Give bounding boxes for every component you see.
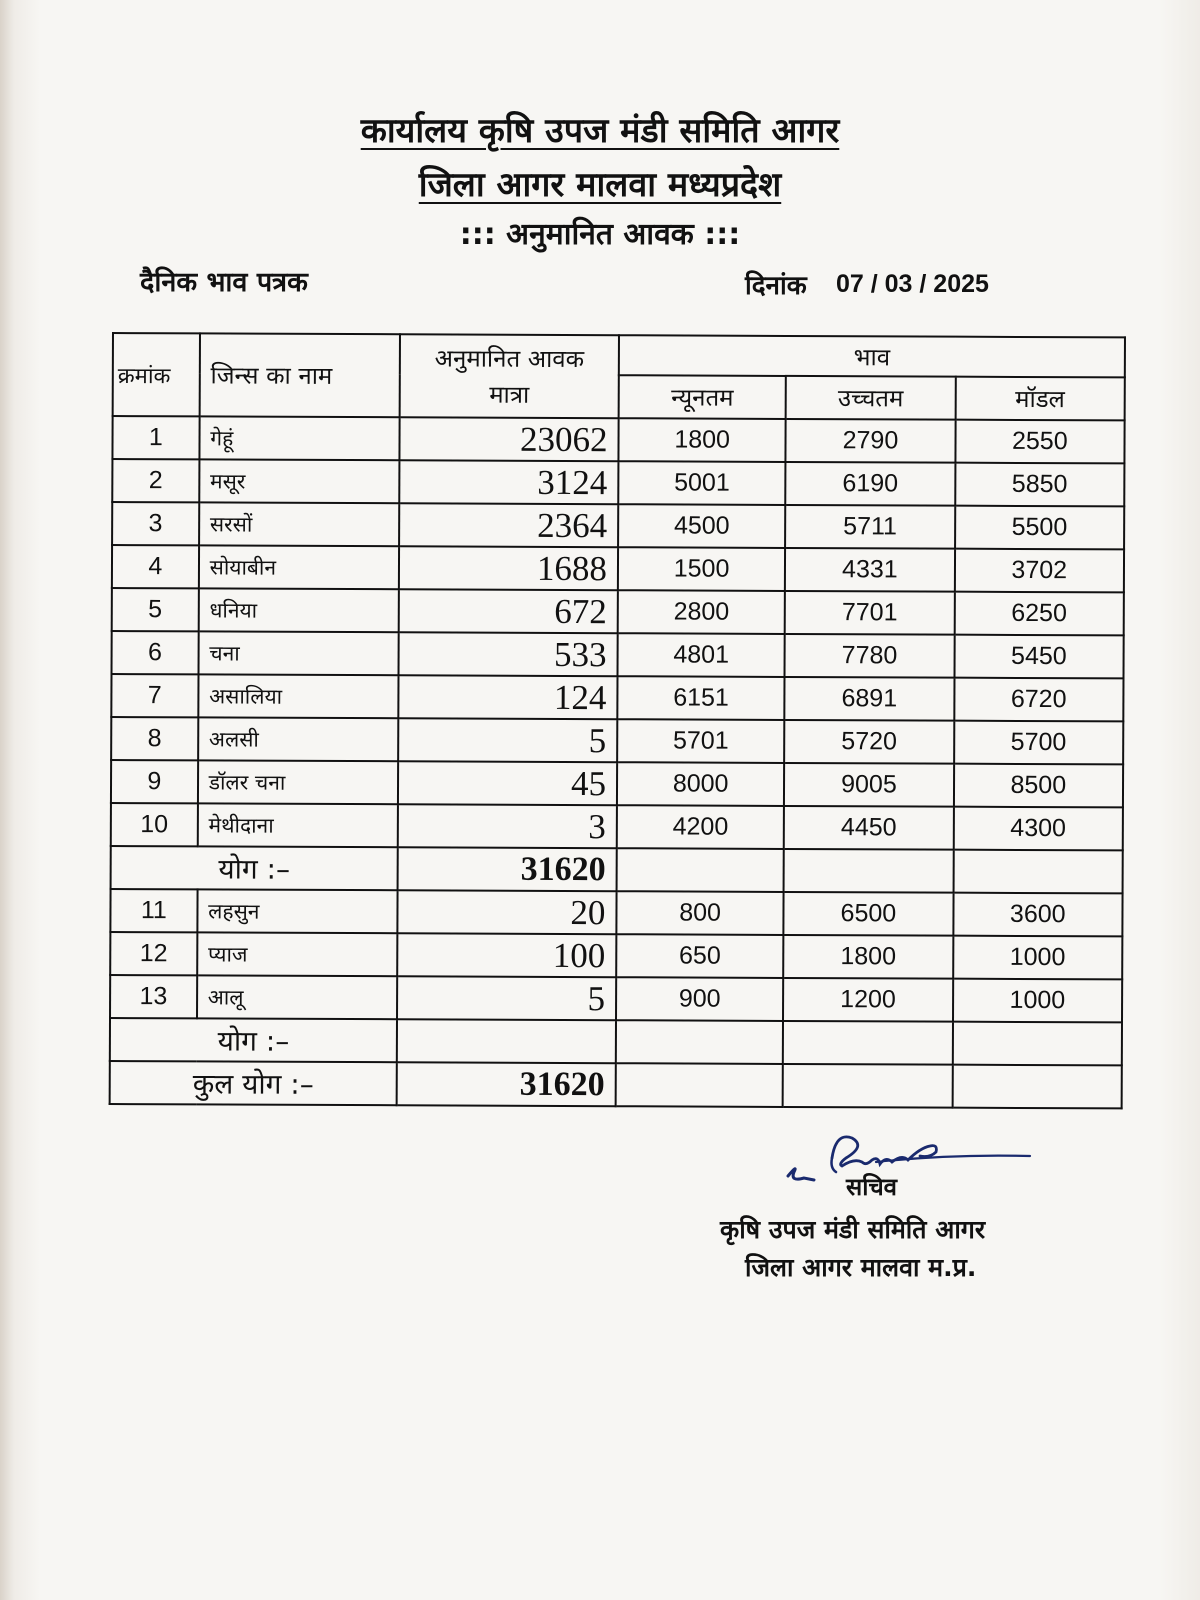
modal-price-cell: 1000 xyxy=(953,936,1123,980)
empty-cell xyxy=(952,1065,1122,1109)
subtitle: ::: अनुमानित आवक ::: xyxy=(459,217,741,252)
max-price-cell: 1800 xyxy=(783,935,953,979)
header-quantity: अनुमानित आवक मात्रा xyxy=(400,334,619,418)
max-price-cell: 6190 xyxy=(786,462,956,506)
subtotal-label: योग :– xyxy=(111,846,398,890)
rates-table xyxy=(109,332,1126,1109)
subtotal-row xyxy=(110,1018,1122,1065)
table-row xyxy=(111,803,1123,850)
max-price-cell: 6891 xyxy=(785,677,955,721)
max-price-cell: 1200 xyxy=(783,978,953,1022)
subtotal-quantity: 31620 xyxy=(398,847,617,891)
min-price-cell: 5701 xyxy=(617,719,784,763)
empty-cell xyxy=(783,1064,953,1108)
empty-cell xyxy=(784,849,954,893)
signatory-district: जिला आगर मालवा म.प्र. xyxy=(745,1253,977,1282)
table-row xyxy=(112,631,1124,678)
district-title: जिला आगर मालवा मध्यप्रदेश xyxy=(418,165,782,205)
min-price-cell: 900 xyxy=(616,977,783,1021)
quantity-cell: 124 xyxy=(398,675,617,719)
modal-price-cell: 5700 xyxy=(954,721,1124,765)
quantity-cell: 2364 xyxy=(399,503,618,547)
max-price-cell: 4331 xyxy=(785,548,955,592)
max-price-cell: 4450 xyxy=(784,806,954,850)
table-row xyxy=(111,717,1123,764)
min-price-cell: 8000 xyxy=(617,762,784,806)
empty-cell xyxy=(952,1022,1122,1066)
empty-cell xyxy=(953,850,1123,894)
modal-price-cell: 5500 xyxy=(955,506,1125,550)
modal-price-cell: 1000 xyxy=(953,979,1123,1023)
max-price-cell: 5711 xyxy=(785,505,955,549)
office-title: कार्यालय कृषि उपज मंडी समिति आगर xyxy=(360,111,840,151)
quantity-cell: 23062 xyxy=(400,417,619,461)
serial-cell: 10 xyxy=(111,803,198,846)
table-row xyxy=(112,416,1124,463)
serial-cell: 2 xyxy=(112,459,199,502)
max-price-cell: 5720 xyxy=(784,720,954,764)
min-price-cell: 650 xyxy=(616,934,783,978)
min-price-cell: 2800 xyxy=(618,590,785,634)
commodity-cell: सरसों xyxy=(199,502,400,546)
commodity-cell: चना xyxy=(198,631,399,675)
serial-cell: 8 xyxy=(111,717,198,760)
modal-price-cell: 6250 xyxy=(954,592,1124,636)
quantity-cell: 5 xyxy=(397,976,616,1020)
serial-cell: 12 xyxy=(110,932,197,975)
subtotal-row xyxy=(111,846,1123,893)
quantity-cell: 3 xyxy=(398,804,617,848)
commodity-cell: प्याज xyxy=(197,932,398,976)
quantity-cell: 3124 xyxy=(399,460,618,504)
min-price-cell: 5001 xyxy=(618,461,785,505)
min-price-cell: 1800 xyxy=(618,418,785,462)
table-row xyxy=(112,502,1124,549)
min-price-cell: 1500 xyxy=(618,547,785,591)
serial-cell: 3 xyxy=(112,502,199,545)
max-price-cell: 2790 xyxy=(786,419,956,463)
quantity-cell: 5 xyxy=(398,718,617,762)
commodity-cell: धनिया xyxy=(198,588,399,632)
table-row xyxy=(110,889,1122,936)
commodity-cell: मसूर xyxy=(199,459,400,503)
serial-cell: 6 xyxy=(112,631,199,674)
header-serial: क्रमांक xyxy=(113,333,200,416)
max-price-cell: 6500 xyxy=(784,892,954,936)
max-price-cell: 7701 xyxy=(785,591,955,635)
grand-total-quantity: 31620 xyxy=(397,1062,616,1106)
commodity-cell: लहसुन xyxy=(197,889,398,933)
signatory-designation: सचिव xyxy=(846,1173,898,1201)
serial-cell: 5 xyxy=(112,588,199,631)
serial-cell: 4 xyxy=(112,545,199,588)
commodity-cell: मेथीदाना xyxy=(197,803,398,847)
min-price-cell: 4500 xyxy=(618,504,785,548)
signatory-office: कृषि उपज मंडी समिति आगर xyxy=(720,1215,986,1244)
header-min: न्यूनतम xyxy=(619,375,786,419)
date-value: 07 / 03 / 2025 xyxy=(836,270,989,298)
empty-cell xyxy=(616,1063,783,1107)
table-row xyxy=(110,932,1122,979)
commodity-cell: सोयाबीन xyxy=(199,545,400,589)
header-modal: मॉडल xyxy=(955,377,1125,421)
modal-price-cell: 3702 xyxy=(954,549,1124,593)
max-price-cell: 9005 xyxy=(784,763,954,807)
max-price-cell: 7780 xyxy=(785,634,955,678)
modal-price-cell: 8500 xyxy=(954,764,1124,808)
quantity-cell: 533 xyxy=(399,632,618,676)
table-row xyxy=(111,760,1123,807)
serial-cell: 7 xyxy=(111,674,198,717)
grand-total-row xyxy=(110,1061,1122,1108)
serial-cell: 11 xyxy=(110,889,197,932)
serial-cell: 9 xyxy=(111,760,198,803)
subtotal-label: योग :– xyxy=(110,1018,397,1062)
serial-cell: 13 xyxy=(110,975,197,1018)
commodity-cell: आलू xyxy=(197,975,398,1019)
min-price-cell: 4801 xyxy=(617,633,784,677)
quantity-cell: 45 xyxy=(398,761,617,805)
handwritten-signature xyxy=(780,1128,1050,1198)
quantity-cell: 20 xyxy=(397,890,616,934)
table-row xyxy=(110,975,1122,1022)
modal-price-cell: 3600 xyxy=(953,893,1123,937)
min-price-cell: 800 xyxy=(616,891,783,935)
subtotal-quantity xyxy=(397,1019,616,1063)
daily-rate-sheet-label: दैनिक भाव पत्रक xyxy=(140,267,308,298)
header-max: उच्चतम xyxy=(786,376,956,420)
empty-cell xyxy=(616,1020,783,1064)
modal-price-cell: 5850 xyxy=(955,463,1125,507)
quantity-cell: 672 xyxy=(399,589,618,633)
modal-price-cell: 6720 xyxy=(954,678,1124,722)
commodity-cell: डॉलर चना xyxy=(198,760,399,804)
quantity-cell: 1688 xyxy=(399,546,618,590)
header-row xyxy=(113,333,1125,377)
commodity-cell: असालिया xyxy=(198,674,399,718)
modal-price-cell: 5450 xyxy=(954,635,1124,679)
grand-total-label: कुल योग :– xyxy=(110,1061,397,1105)
table-row xyxy=(112,545,1124,592)
empty-cell xyxy=(783,1021,953,1065)
table-row xyxy=(112,459,1124,506)
modal-price-cell: 2550 xyxy=(955,420,1125,464)
header-price-group: भाव xyxy=(619,335,1125,377)
table-row xyxy=(111,674,1123,721)
min-price-cell: 4200 xyxy=(617,805,784,849)
commodity-cell: अलसी xyxy=(198,717,399,761)
min-price-cell: 6151 xyxy=(617,676,784,720)
date-label: दिनांक xyxy=(745,271,807,301)
empty-cell xyxy=(617,848,784,892)
table-row xyxy=(112,588,1124,635)
header-commodity: जिन्स का नाम xyxy=(199,333,400,417)
serial-cell: 1 xyxy=(112,416,199,459)
commodity-cell: गेहूं xyxy=(199,416,400,460)
modal-price-cell: 4300 xyxy=(953,807,1123,851)
quantity-cell: 100 xyxy=(397,933,616,977)
